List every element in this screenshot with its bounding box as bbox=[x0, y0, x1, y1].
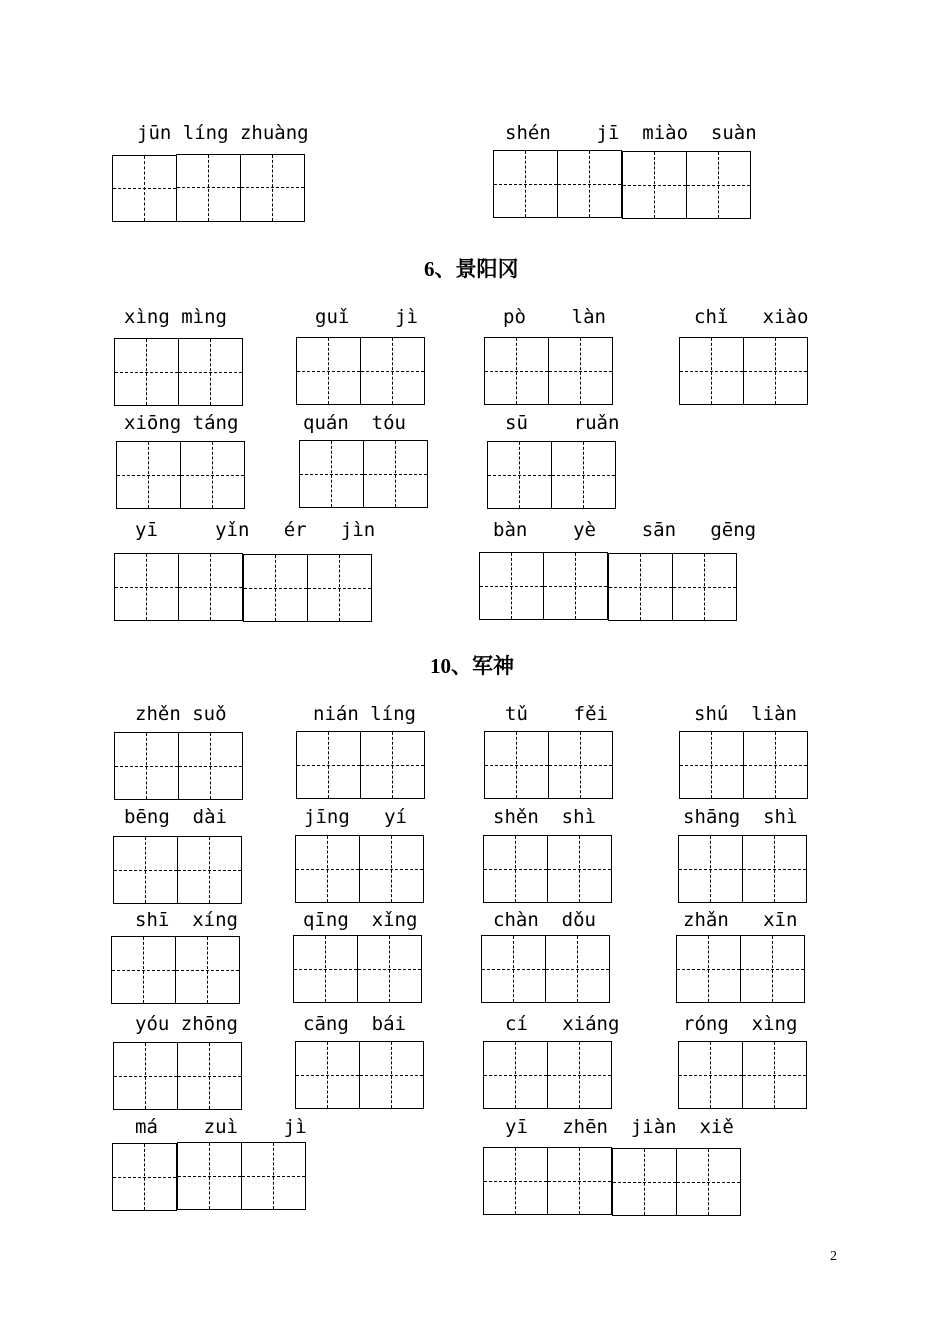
tianzige-box[interactable] bbox=[114, 732, 179, 800]
tianzige-box[interactable] bbox=[548, 337, 613, 405]
tianzige-box[interactable] bbox=[740, 935, 805, 1003]
pinyin-label: tǔ fěi bbox=[505, 703, 608, 725]
tianzige-box[interactable] bbox=[487, 441, 552, 509]
tianzige-box[interactable] bbox=[360, 731, 425, 799]
tianzige-box[interactable] bbox=[112, 155, 177, 222]
tianzige-box[interactable] bbox=[547, 835, 612, 903]
pinyin-label: xìng mìng bbox=[124, 306, 227, 328]
tianzige-box[interactable] bbox=[177, 1042, 242, 1110]
tianzige-box[interactable] bbox=[180, 441, 245, 509]
pinyin-label: qīng xǐng bbox=[303, 909, 418, 931]
tianzige-box[interactable] bbox=[307, 554, 372, 622]
pinyin-label: chǐ xiào bbox=[694, 306, 809, 328]
tianzige-box[interactable] bbox=[484, 731, 549, 799]
tianzige-box[interactable] bbox=[243, 554, 308, 622]
pinyin-label: guǐ jì bbox=[315, 306, 418, 328]
tianzige-box[interactable] bbox=[177, 1142, 242, 1210]
pinyin-label: zhǎn xīn bbox=[683, 909, 798, 931]
pinyin-label: nián líng bbox=[313, 703, 416, 725]
tianzige-box[interactable] bbox=[175, 936, 240, 1004]
pinyin-label: cāng bái bbox=[303, 1013, 406, 1035]
tianzige-box[interactable] bbox=[296, 731, 361, 799]
tianzige-box[interactable] bbox=[114, 553, 179, 621]
tianzige-box[interactable] bbox=[612, 1148, 677, 1216]
pinyin-label: jūn líng zhuàng bbox=[137, 122, 309, 144]
pinyin-label: shī xíng bbox=[135, 909, 238, 931]
pinyin-label: shěn shì bbox=[493, 806, 596, 828]
tianzige-box[interactable] bbox=[359, 1041, 424, 1109]
tianzige-box[interactable] bbox=[543, 552, 608, 620]
pinyin-label: pò làn bbox=[503, 306, 606, 328]
tianzige-box[interactable] bbox=[293, 935, 358, 1003]
tianzige-box[interactable] bbox=[113, 1042, 178, 1110]
tianzige-box[interactable] bbox=[178, 553, 243, 621]
tianzige-box[interactable] bbox=[679, 731, 744, 799]
tianzige-box[interactable] bbox=[622, 151, 687, 219]
tianzige-box[interactable] bbox=[676, 1148, 741, 1216]
tianzige-box[interactable] bbox=[299, 440, 364, 508]
tianzige-box[interactable] bbox=[608, 553, 673, 621]
tianzige-box[interactable] bbox=[742, 1041, 807, 1109]
pinyin-label: sū ruǎn bbox=[505, 412, 620, 434]
tianzige-box[interactable] bbox=[112, 1143, 177, 1211]
tianzige-box[interactable] bbox=[483, 1147, 548, 1215]
pinyin-label: yī zhēn jiàn xiě bbox=[505, 1116, 734, 1138]
tianzige-box[interactable] bbox=[483, 1041, 548, 1109]
tianzige-box[interactable] bbox=[178, 338, 243, 406]
pinyin-label: zhěn suǒ bbox=[135, 703, 227, 725]
tianzige-box[interactable] bbox=[295, 835, 360, 903]
tianzige-box[interactable] bbox=[743, 337, 808, 405]
tianzige-box[interactable] bbox=[672, 553, 737, 621]
tianzige-box[interactable] bbox=[363, 440, 428, 508]
tianzige-box[interactable] bbox=[742, 835, 807, 903]
tianzige-box[interactable] bbox=[547, 1147, 612, 1215]
tianzige-box[interactable] bbox=[240, 154, 305, 222]
pinyin-label: róng xìng bbox=[683, 1013, 798, 1035]
tianzige-box[interactable] bbox=[357, 935, 422, 1003]
tianzige-box[interactable] bbox=[481, 935, 546, 1003]
tianzige-box[interactable] bbox=[177, 836, 242, 904]
tianzige-box[interactable] bbox=[113, 836, 178, 904]
tianzige-box[interactable] bbox=[359, 835, 424, 903]
tianzige-box[interactable] bbox=[176, 154, 241, 222]
page-number: 2 bbox=[830, 1249, 837, 1264]
tianzige-box[interactable] bbox=[679, 337, 744, 405]
tianzige-box[interactable] bbox=[114, 338, 179, 406]
pinyin-label: yóu zhōng bbox=[135, 1013, 238, 1035]
tianzige-box[interactable] bbox=[241, 1142, 306, 1210]
tianzige-box[interactable] bbox=[686, 151, 751, 219]
tianzige-box[interactable] bbox=[493, 150, 558, 218]
tianzige-box[interactable] bbox=[551, 441, 616, 509]
pinyin-label: shāng shì bbox=[683, 806, 798, 828]
tianzige-box[interactable] bbox=[111, 936, 176, 1004]
pinyin-label: shú liàn bbox=[694, 703, 797, 725]
section-title: 6、景阳冈 bbox=[424, 257, 519, 281]
tianzige-box[interactable] bbox=[678, 835, 743, 903]
tianzige-box[interactable] bbox=[484, 337, 549, 405]
pinyin-label: yī yǐn ér jìn bbox=[135, 519, 376, 541]
pinyin-label: shén jī miào suàn bbox=[505, 122, 757, 144]
pinyin-label: bàn yè sān gēng bbox=[493, 519, 757, 541]
pinyin-label: má zuì jì bbox=[135, 1116, 307, 1138]
tianzige-box[interactable] bbox=[545, 935, 610, 1003]
tianzige-box[interactable] bbox=[178, 732, 243, 800]
tianzige-box[interactable] bbox=[479, 552, 544, 620]
tianzige-box[interactable] bbox=[483, 835, 548, 903]
tianzige-box[interactable] bbox=[743, 731, 808, 799]
tianzige-box[interactable] bbox=[116, 441, 181, 509]
tianzige-box[interactable] bbox=[547, 1041, 612, 1109]
tianzige-box[interactable] bbox=[296, 337, 361, 405]
tianzige-box[interactable] bbox=[678, 1041, 743, 1109]
pinyin-label: chàn dǒu bbox=[493, 909, 596, 931]
tianzige-box[interactable] bbox=[295, 1041, 360, 1109]
tianzige-box[interactable] bbox=[557, 150, 622, 218]
pinyin-label: quán tóu bbox=[303, 412, 406, 434]
pinyin-label: bēng dài bbox=[124, 806, 227, 828]
tianzige-box[interactable] bbox=[676, 935, 741, 1003]
pinyin-label: jīng yí bbox=[304, 806, 407, 828]
pinyin-label: cí xiáng bbox=[505, 1013, 620, 1035]
tianzige-box[interactable] bbox=[360, 337, 425, 405]
section-title: 10、军神 bbox=[430, 654, 514, 678]
tianzige-box[interactable] bbox=[548, 731, 613, 799]
pinyin-label: xiōng táng bbox=[124, 412, 239, 434]
